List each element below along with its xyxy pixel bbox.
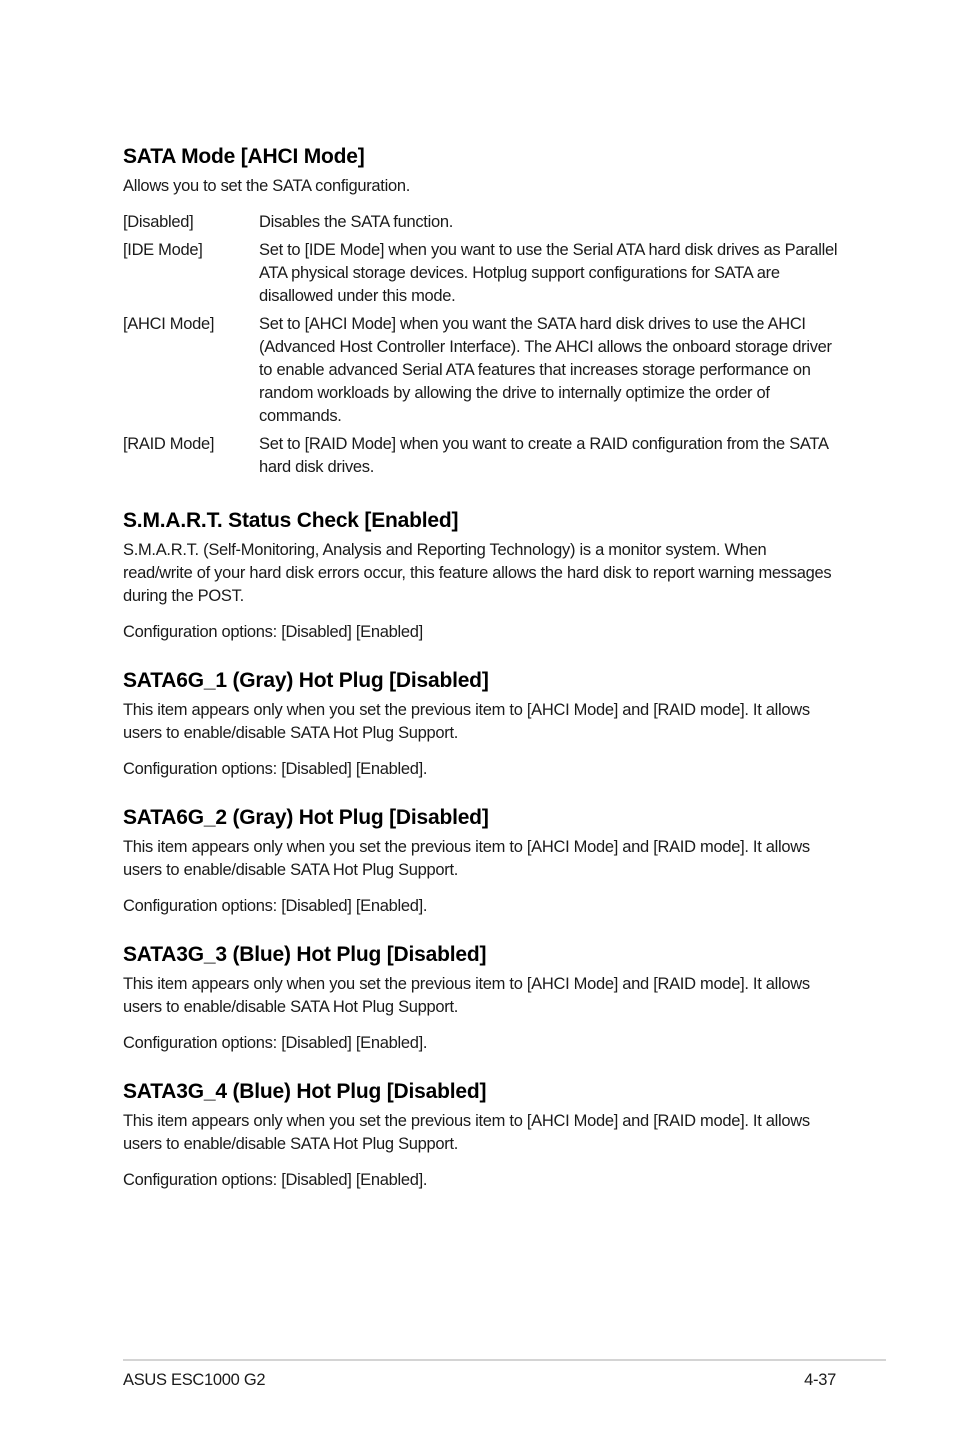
option-value: Set to [IDE Mode] when you want to use the Serial ATA hard disk drives as Parallel ATA physical storage devices. Hotplug support configurations for SATA are disallowed under this mode.	[259, 241, 838, 305]
section-sata6g-2	[123, 804, 838, 918]
section-smart-status	[123, 507, 838, 644]
option-key: [AHCI Mode]	[123, 315, 215, 333]
config-options: Configuration options: [Disabled] [Enabled].	[123, 1171, 428, 1189]
config-options: Configuration options: [Disabled] [Enabled].	[123, 760, 428, 778]
section-sata6g-1	[123, 667, 838, 781]
section-description: This item appears only when you set the previous item to [AHCI Mode] and [RAID mode]. It allows users to enable/disable SATA Hot Plug Support.	[123, 838, 810, 879]
section-description: This item appears only when you set the previous item to [AHCI Mode] and [RAID mode]. It allows users to enable/disable SATA Hot Plug Support.	[123, 975, 810, 1016]
section-sata3g-4	[123, 1078, 838, 1192]
option-key: [IDE Mode]	[123, 241, 203, 259]
option-row	[123, 239, 838, 308]
footer-divider	[123, 1359, 886, 1361]
section-description: S.M.A.R.T. (Self-Monitoring, Analysis and Reporting Technology) is a monitor system. When read/write of your hard disk errors occur, this feature allows the hard disk to report warning messages during the POST.	[123, 541, 832, 605]
section-title: SATA6G_1 (Gray) Hot Plug [Disabled]	[123, 669, 489, 692]
config-options: Configuration options: [Disabled] [Enabled].	[123, 897, 428, 915]
section-description: This item appears only when you set the previous item to [AHCI Mode] and [RAID mode]. It allows users to enable/disable SATA Hot Plug Support.	[123, 1112, 810, 1153]
section-sata3g-3	[123, 941, 838, 1055]
section-title: S.M.A.R.T. Status Check [Enabled]	[123, 509, 459, 532]
section-title: SATA6G_2 (Gray) Hot Plug [Disabled]	[123, 806, 489, 829]
option-row	[123, 211, 838, 234]
section-description: Allows you to set the SATA configuration.	[123, 177, 410, 195]
section-description: This item appears only when you set the previous item to [AHCI Mode] and [RAID mode]. It allows users to enable/disable SATA Hot Plug Support.	[123, 701, 810, 742]
option-row	[123, 313, 838, 428]
config-options: Configuration options: [Disabled] [Enabled].	[123, 1034, 428, 1052]
option-value: Set to [AHCI Mode] when you want the SATA hard disk drives to use the AHCI (Advanced Host Controller Interface). The AHCI allows the onboard storage driver to enable advanced Serial ATA features that increases storage performance on random workloads by allowing the drive to internally optimize the order of commands.	[259, 315, 832, 425]
config-options: Configuration options: [Disabled] [Enabled]	[123, 623, 423, 641]
option-key: [Disabled]	[123, 213, 194, 231]
page-content	[123, 143, 838, 1215]
option-row	[123, 433, 838, 479]
footer-product-name: ASUS ESC1000 G2	[123, 1371, 266, 1389]
section-sata-mode	[123, 143, 838, 479]
section-title: SATA3G_4 (Blue) Hot Plug [Disabled]	[123, 1080, 487, 1103]
option-value: Set to [RAID Mode] when you want to create a RAID configuration from the SATA hard disk drives.	[259, 435, 828, 476]
footer-page-number: 4-37	[804, 1371, 836, 1389]
option-key: [RAID Mode]	[123, 435, 215, 453]
section-title: SATA3G_3 (Blue) Hot Plug [Disabled]	[123, 943, 487, 966]
options-table	[123, 211, 838, 479]
option-value: Disables the SATA function.	[259, 213, 453, 231]
section-title: SATA Mode [AHCI Mode]	[123, 145, 365, 168]
